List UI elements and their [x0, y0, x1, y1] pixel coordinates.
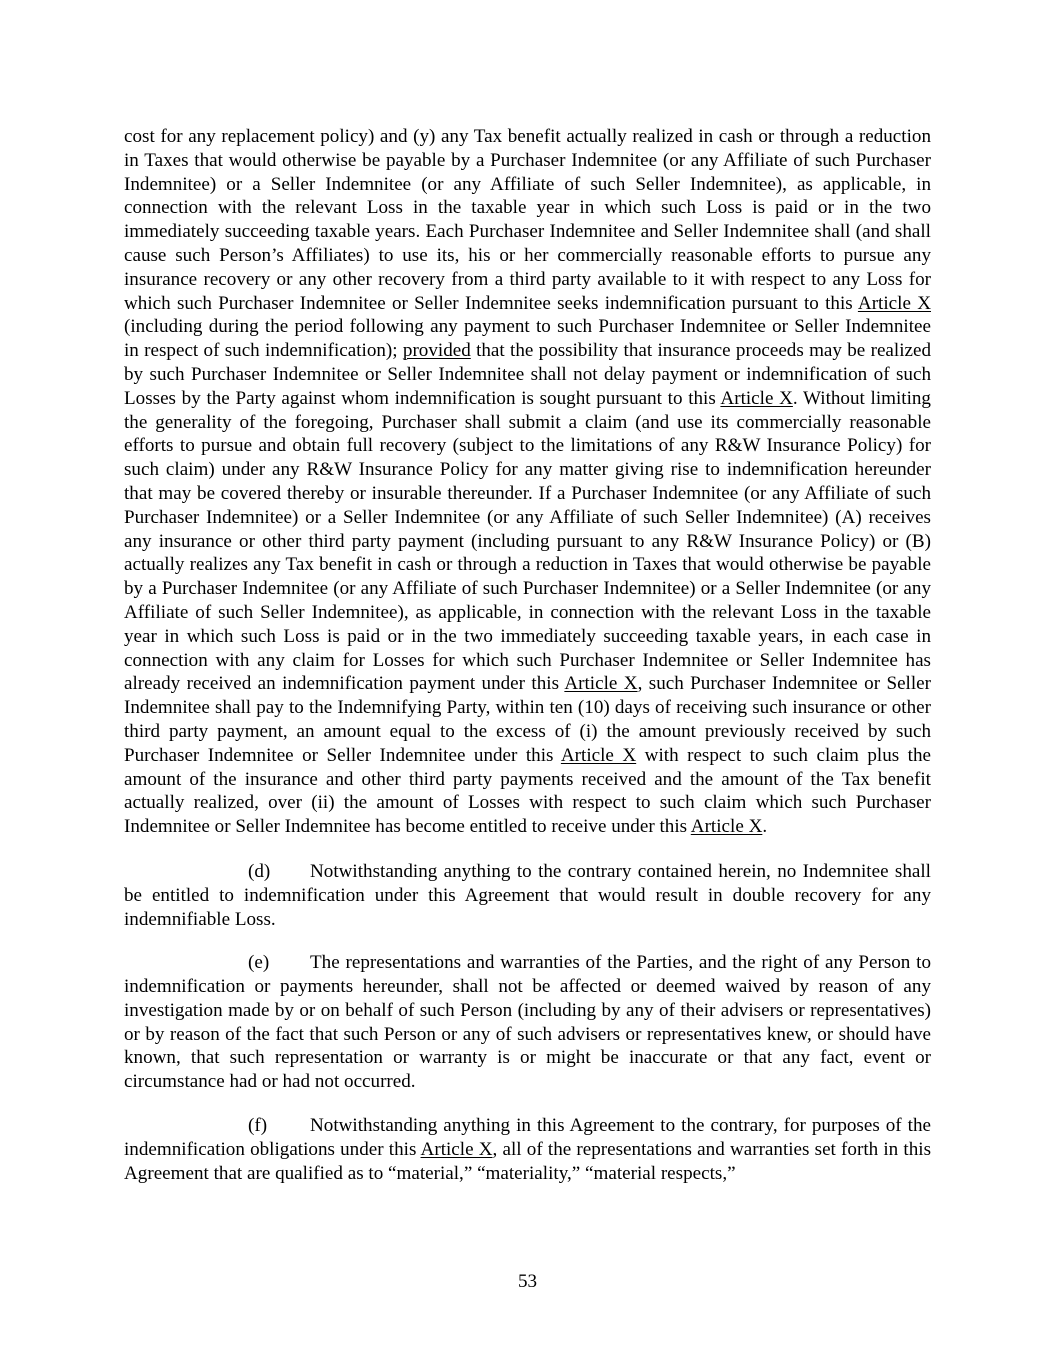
page-number: 53: [517, 1271, 538, 1292]
text-run: that the possibility that insurance proceeds may be realized by such Purchaser Indemnitee or Seller Indemnitee shall not delay payment or indemnification of such Losses by the Party against whom indemnification is sought pursuant to this: [124, 340, 931, 409]
article-x-reference: Article X: [857, 292, 931, 314]
article-x-reference: Article X: [690, 816, 763, 838]
paragraph-d: [124, 860, 931, 931]
text-run: (including during the period following any payment to such Purchaser Indemnitee or Seller Indemnitee in respect of such indemnification);: [124, 316, 931, 362]
text-run: , such Purchaser Indemnitee or Seller Indemnitee shall pay to the Indemnifying Party, within ten (10) days of receiving such insurance or other third party payment, an amount equal to the excess of (i) the amount previously received by such Purchaser Indemnitee or Seller Indemnitee under this: [124, 673, 931, 766]
provided-term: provided: [402, 340, 471, 362]
paragraph-f: [124, 1114, 931, 1185]
article-x-reference: Article X: [564, 673, 638, 695]
text-run: Notwithstanding anything to the contrary contained herein, no Indemnitee shall be entitled to indemnification under this Agreement that would result in double recovery for any indemnifiable Loss.: [124, 860, 931, 930]
text-run: . Without limiting the generality of the foregoing, Purchaser shall submit a claim (and use its commercially reasonable efforts to pursue and obtain full recovery (subject to the limitations of any R&W Insurance Policy) for such claim) under any R&W Insurance Policy for any matter giving rise to indemnification hereunder that may be covered thereby or insurable thereunder. If a Purchaser Indemnitee (or any Affiliate of such Purchaser Indemnitee) or a Seller Indemnitee (or any Affiliate of such Seller Indemnitee) (A) receives any insurance or other third party payment (including pursuant to any R&W Insurance Policy) or (B) actually realizes any Tax benefit in cash or through a reduction in Taxes that would otherwise be payable by a Purchaser Indemnitee (or any Affiliate of such Purchaser Indemnitee) or a Seller Indemnitee (or any Affiliate of such Seller Indemnitee), as applicable, in connection with the relevant Loss in the taxable year in which such Loss is paid or in the two immediately succeeding taxable years, in each case in connection with any claim for Losses for which such Purchaser Indemnitee or Seller Indemnitee has already received an indemnification payment under this: [124, 387, 931, 695]
text-run: , all of the representations and warranties set forth in this Agreement that are qualified as to “material,” “materiality,” “material respects,”: [124, 1138, 931, 1184]
paragraph-label: (f): [248, 1115, 268, 1137]
article-x-reference: Article X: [560, 744, 637, 766]
document-body: [124, 125, 931, 1205]
text-run: with respect to such claim plus the amount of the insurance and other third party payments received and the amount of the Tax benefit actually realized, over (ii) the amount of Losses with respect to such claim which such Purchaser Indemnitee or Seller Indemnitee has become entitled to receive under this: [124, 744, 932, 838]
article-x-reference: Article X: [720, 387, 793, 409]
text-run: .: [762, 816, 768, 838]
paragraph-label: (e): [248, 952, 270, 974]
article-x-reference: Article X: [420, 1138, 493, 1160]
paragraph-label: (d): [248, 860, 271, 882]
paragraph-e: [124, 951, 931, 1094]
text-run: cost for any replacement policy) and (y) any Tax benefit actually realized in cash or through a reduction in Taxes that would otherwise be payable by a Purchaser Indemnitee (or any Affiliate of such Purchaser Indemnitee) or a Seller Indemnitee (or any Affiliate of such Seller Indemnitee), as applicable, in connection with the relevant Loss in the taxable year in which such Loss is paid or in the two immediately succeeding taxable years. Each Purchaser Indemnitee and Seller Indemnitee shall (and shall cause such Person’s Affiliates) to use its, his or her commercially reasonable efforts to pursue any insurance recovery or any other recovery from a third party available to it with respect to any Loss for which such Purchaser Indemnitee or Seller Indemnitee seeks indemnification pursuant to this: [124, 126, 931, 314]
text-run: The representations and warranties of the Parties, and the right of any Person to indemnification or payments hereunder, shall not be affected or deemed waived by reason of any investigation made by or on behalf of such Person (including by any of their advisers or representatives) or by reason of the fact that such Person or any of such advisers or representatives knew, or should have known, that such representation or warranty is or might be inaccurate or that any fact, event or circumstance had or had not occurred.: [124, 952, 931, 1093]
text-run: Notwithstanding anything in this Agreement to the contrary, for purposes of the indemnification obligations under this: [124, 1115, 931, 1160]
paragraph-c-continued: [124, 125, 931, 839]
